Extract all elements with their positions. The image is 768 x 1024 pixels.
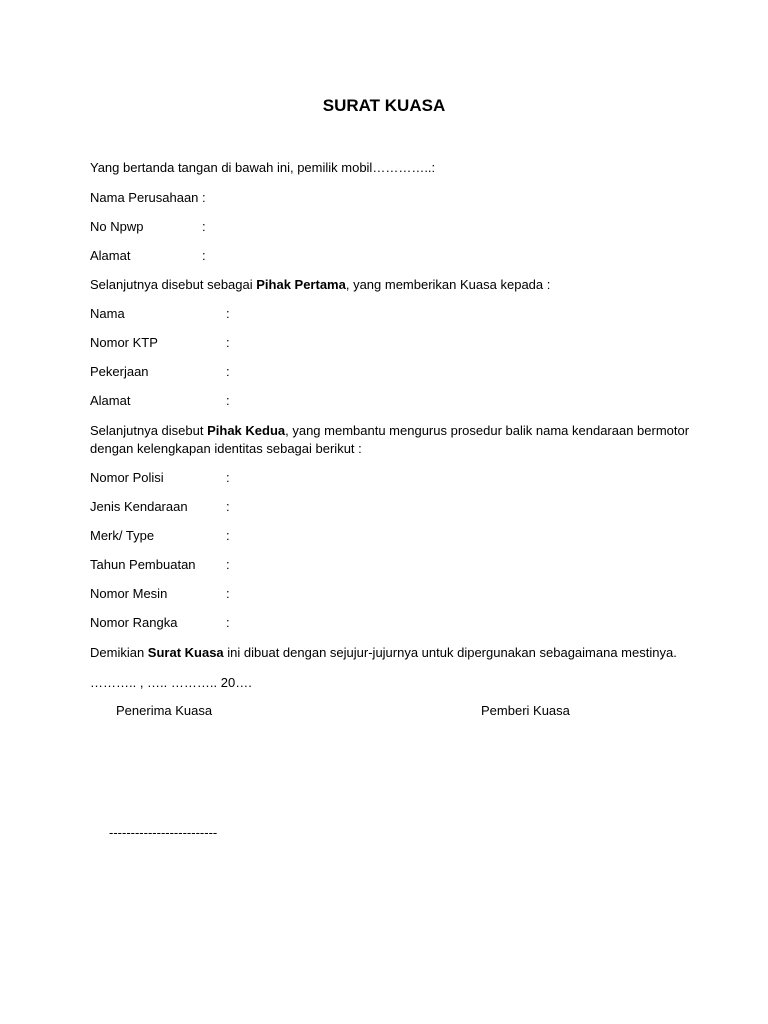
field-colon: : — [202, 190, 206, 205]
field-colon: : — [226, 306, 230, 321]
field-label: Merk/ Type — [90, 528, 155, 543]
field-colon: : — [226, 557, 230, 572]
clause-text: Demikian — [90, 645, 148, 660]
clause-text: Selanjutnya disebut sebagai — [90, 277, 257, 292]
signature-line: ------------------------- — [109, 825, 218, 840]
field-colon: : — [226, 528, 230, 543]
clause-bold-term: Pihak Pertama — [256, 277, 346, 292]
field-label: Nomor Polisi — [90, 470, 164, 485]
field-label: Alamat — [90, 248, 131, 263]
field-colon: : — [226, 335, 230, 350]
date-place-line: ……….. , ….. ……….. 20…. — [90, 675, 252, 690]
clause-text: , yang membantu mengurus prosedur balik nama kendaraan bermotor dengan kelengkapan identitas sebagai berikut : — [90, 423, 690, 456]
document-title: SURAT KUASA — [322, 96, 446, 115]
receiver-signature-label: Penerima Kuasa — [116, 703, 213, 718]
giver-signature-label: Pemberi Kuasa — [481, 703, 570, 718]
first-party-clause — [90, 276, 550, 294]
field-colon: : — [202, 248, 206, 263]
field-colon: : — [226, 393, 230, 408]
field-label: Nomor Mesin — [90, 586, 168, 601]
field-colon: : — [226, 586, 230, 601]
field-label: Alamat — [90, 393, 131, 408]
field-colon: : — [226, 364, 230, 379]
clause-bold-term: Pihak Kedua — [207, 423, 286, 438]
field-colon: : — [226, 615, 230, 630]
second-party-clause — [90, 422, 690, 458]
field-label: Pekerjaan — [90, 364, 149, 379]
field-label: Nama — [90, 306, 125, 321]
clause-text: , yang memberikan Kuasa kepada : — [345, 277, 551, 292]
intro-line: Yang bertanda tangan di bawah ini, pemilik mobil…………..: — [90, 160, 436, 175]
field-label: Nomor Rangka — [90, 615, 178, 630]
field-colon: : — [226, 470, 230, 485]
field-label: Tahun Pembuatan — [90, 557, 196, 572]
field-label: Nomor KTP — [90, 335, 158, 350]
clause-bold-term: Surat Kuasa — [147, 645, 224, 660]
field-label: Jenis Kendaraan — [90, 499, 188, 514]
clause-text: Selanjutnya disebut — [90, 423, 208, 438]
field-label: Nama Perusahaan — [90, 190, 199, 205]
closing-statement — [90, 644, 677, 662]
clause-text: ini dibuat dengan sejujur-jujurnya untuk dipergunakan sebagaimana mestinya. — [223, 645, 677, 660]
field-label: No Npwp — [90, 219, 144, 234]
field-colon: : — [226, 499, 230, 514]
field-colon: : — [202, 219, 206, 234]
